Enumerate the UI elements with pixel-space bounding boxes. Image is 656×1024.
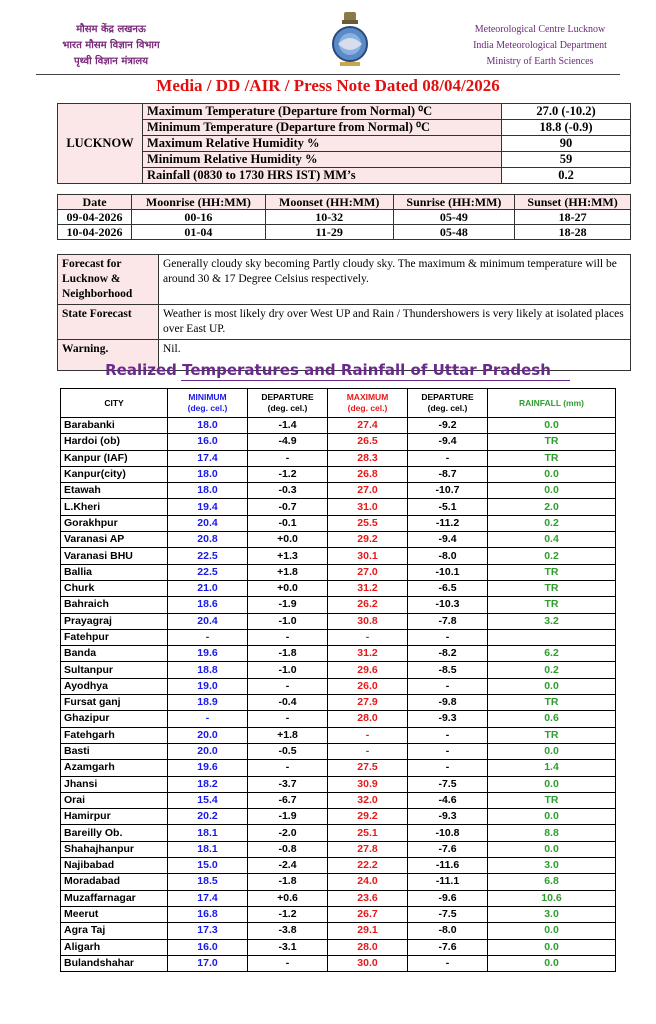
table-row	[61, 776, 616, 792]
cell-max: 25.5	[328, 515, 408, 531]
cell-rainfall: 2.0	[488, 499, 616, 515]
cell-max: 29.1	[328, 923, 408, 939]
table-row	[61, 695, 616, 711]
table-row	[61, 906, 616, 922]
cell-max: 31.2	[328, 580, 408, 596]
astro-cell: 18-28	[515, 225, 631, 240]
astro-cell: 18-27	[515, 210, 631, 225]
header-hindi-line-3: पृथ्वी विज्ञान मंत्रालय	[73, 56, 149, 67]
astro-header: Moonrise (HH:MM)	[132, 195, 266, 210]
cell-rainfall: 1.4	[488, 760, 616, 776]
cell-max: 28.0	[328, 711, 408, 727]
lucknow-table	[57, 103, 631, 184]
table-row	[61, 890, 616, 906]
lucknow-row-label: Rainfall (0830 to 1730 HRS IST) MM’s	[143, 168, 502, 184]
cell-dep-min: -1.9	[248, 597, 328, 613]
cell-rainfall: 0.2	[488, 515, 616, 531]
table-row	[61, 923, 616, 939]
cell-dep-max: -7.6	[408, 841, 488, 857]
imd-emblem-icon	[330, 10, 370, 68]
state-forecast-label: State Forecast	[58, 305, 159, 340]
cell-dep-max: -6.5	[408, 580, 488, 596]
cell-min: 21.0	[168, 580, 248, 596]
cell-min: 18.0	[168, 466, 248, 482]
cell-min: 22.5	[168, 548, 248, 564]
forecast-table	[57, 254, 631, 371]
cell-max: 32.0	[328, 792, 408, 808]
cell-dep-min: -0.4	[248, 695, 328, 711]
lucknow-city-label: LUCKNOW	[58, 104, 143, 184]
header-hindi-line-2: भारत मौसम विज्ञान विभाग	[62, 40, 160, 51]
cell-dep-max: -9.2	[408, 418, 488, 434]
cell-max: -	[328, 743, 408, 759]
col-header-city: CITY	[61, 389, 168, 418]
cell-max: 26.7	[328, 906, 408, 922]
cell-city: Orai	[61, 792, 168, 808]
cell-rainfall: TR	[488, 727, 616, 743]
cell-rainfall: 6.2	[488, 646, 616, 662]
cell-dep-min: +0.6	[248, 890, 328, 906]
cell-city: Etawah	[61, 483, 168, 499]
cell-max: 25.1	[328, 825, 408, 841]
lucknow-row-label: Minimum Relative Humidity %	[143, 152, 502, 168]
astro-cell: 10-32	[265, 210, 393, 225]
table-row	[61, 466, 616, 482]
cell-dep-max: -8.0	[408, 923, 488, 939]
cell-dep-min: -1.4	[248, 418, 328, 434]
astro-row	[58, 210, 631, 225]
cell-city: Prayagraj	[61, 613, 168, 629]
cell-city: Varanasi AP	[61, 532, 168, 548]
astro-cell: 01-04	[132, 225, 266, 240]
cell-min: 17.0	[168, 955, 248, 971]
table-row	[61, 564, 616, 580]
cell-city: Fursat ganj	[61, 695, 168, 711]
cell-min: 18.1	[168, 825, 248, 841]
astro-row	[58, 225, 631, 240]
cell-city: Fatehpur	[61, 629, 168, 645]
cell-dep-max: -10.1	[408, 564, 488, 580]
cell-city: Varanasi BHU	[61, 548, 168, 564]
cell-max: 29.2	[328, 532, 408, 548]
table-row	[61, 874, 616, 890]
astro-cell: 00-16	[132, 210, 266, 225]
lucknow-row-label: Minimum Temperature (Departure from Normal) ⁰C	[143, 120, 502, 136]
cell-dep-max: -8.0	[408, 548, 488, 564]
cell-dep-min: -6.7	[248, 792, 328, 808]
cell-rainfall: 6.8	[488, 874, 616, 890]
cell-dep-min: -2.4	[248, 858, 328, 874]
local-forecast-label: Forecast for Lucknow & Neighborhood	[58, 255, 159, 305]
cell-city: Shahajhanpur	[61, 841, 168, 857]
cell-dep-min: -3.1	[248, 939, 328, 955]
cell-dep-max: -	[408, 629, 488, 645]
cell-rainfall: 0.0	[488, 743, 616, 759]
cell-dep-min: -1.9	[248, 809, 328, 825]
cell-rainfall: 0.0	[488, 809, 616, 825]
cell-rainfall: 8.8	[488, 825, 616, 841]
cell-dep-max: -9.3	[408, 809, 488, 825]
cell-dep-min: -0.5	[248, 743, 328, 759]
cell-min: 17.3	[168, 923, 248, 939]
cell-dep-max: -	[408, 727, 488, 743]
table-row	[61, 548, 616, 564]
cell-max: 30.9	[328, 776, 408, 792]
cell-min: 18.0	[168, 418, 248, 434]
cell-dep-max: -4.6	[408, 792, 488, 808]
cell-max: 31.2	[328, 646, 408, 662]
realized-body	[61, 418, 616, 972]
cell-dep-min: -1.2	[248, 466, 328, 482]
cell-dep-min: -0.7	[248, 499, 328, 515]
astro-cell: 05-49	[393, 210, 514, 225]
cell-dep-min: -	[248, 760, 328, 776]
cell-dep-max: -7.5	[408, 776, 488, 792]
cell-min: 18.1	[168, 841, 248, 857]
cell-rainfall: TR	[488, 434, 616, 450]
table-row	[61, 613, 616, 629]
table-row	[61, 483, 616, 499]
cell-dep-max: -	[408, 450, 488, 466]
cell-city: Ballia	[61, 564, 168, 580]
table-row	[61, 450, 616, 466]
cell-min: 22.5	[168, 564, 248, 580]
table-row	[61, 499, 616, 515]
cell-rainfall	[488, 629, 616, 645]
col-header-min: MINIMUM (deg. cel.)	[168, 389, 248, 418]
header-english-line-1: Meteorological Centre Lucknow	[474, 24, 606, 35]
cell-dep-min: -	[248, 711, 328, 727]
table-row	[61, 858, 616, 874]
cell-dep-min: +0.0	[248, 532, 328, 548]
cell-max: 27.9	[328, 695, 408, 711]
cell-min: 20.4	[168, 515, 248, 531]
cell-max: 27.0	[328, 483, 408, 499]
header-divider	[36, 74, 620, 75]
cell-rainfall: 0.0	[488, 483, 616, 499]
cell-rainfall: TR	[488, 792, 616, 808]
cell-city: Basti	[61, 743, 168, 759]
cell-dep-max: -7.5	[408, 906, 488, 922]
cell-rainfall: TR	[488, 450, 616, 466]
cell-dep-min: -2.0	[248, 825, 328, 841]
cell-dep-min: -	[248, 629, 328, 645]
table-row	[61, 532, 616, 548]
cell-city: Bahraich	[61, 597, 168, 613]
cell-city: Bulandshahar	[61, 955, 168, 971]
cell-max: 24.0	[328, 874, 408, 890]
cell-max: 30.0	[328, 955, 408, 971]
cell-max: 26.8	[328, 466, 408, 482]
table-row	[61, 955, 616, 971]
cell-min: 19.0	[168, 678, 248, 694]
cell-rainfall: TR	[488, 695, 616, 711]
cell-dep-min: -1.2	[248, 906, 328, 922]
realized-title-underline	[181, 380, 570, 381]
cell-min: 15.4	[168, 792, 248, 808]
cell-rainfall: 3.0	[488, 906, 616, 922]
cell-dep-max: -5.1	[408, 499, 488, 515]
cell-min: 20.0	[168, 743, 248, 759]
header-english	[460, 22, 620, 70]
cell-max: -	[328, 727, 408, 743]
lucknow-row-value: 27.0 (-10.2)	[502, 104, 631, 120]
warning-label: Warning.	[58, 340, 159, 371]
cell-dep-min: -1.8	[248, 874, 328, 890]
table-row	[61, 662, 616, 678]
astro-cell: 11-29	[265, 225, 393, 240]
cell-rainfall: TR	[488, 597, 616, 613]
cell-dep-max: -9.6	[408, 890, 488, 906]
table-row	[61, 760, 616, 776]
header-english-line-2: India Meteorological Department	[473, 40, 607, 51]
cell-city: Kanpur(city)	[61, 466, 168, 482]
local-forecast-text: Generally cloudy sky becoming Partly cloudy sky. The maximum & minimum temperature will be around 30 & 17 Degree Celsius respectively.	[159, 255, 631, 305]
cell-rainfall: 0.0	[488, 939, 616, 955]
cell-dep-max: -	[408, 743, 488, 759]
table-row	[61, 629, 616, 645]
cell-max: 29.2	[328, 809, 408, 825]
cell-dep-min: -1.0	[248, 613, 328, 629]
col-header-rain: RAINFALL (mm)	[488, 389, 616, 418]
cell-city: L.Kheri	[61, 499, 168, 515]
cell-city: Agra Taj	[61, 923, 168, 939]
cell-min: 18.6	[168, 597, 248, 613]
table-row	[61, 743, 616, 759]
cell-dep-max: -8.2	[408, 646, 488, 662]
table-row	[61, 727, 616, 743]
cell-dep-min: -3.7	[248, 776, 328, 792]
cell-max: 26.5	[328, 434, 408, 450]
cell-min: 19.6	[168, 760, 248, 776]
cell-rainfall: 0.0	[488, 418, 616, 434]
lucknow-row-label: Maximum Temperature (Departure from Normal) ⁰C	[143, 104, 502, 120]
cell-dep-max: -9.4	[408, 532, 488, 548]
table-row	[61, 825, 616, 841]
table-row	[61, 646, 616, 662]
astro-cell: 10-04-2026	[58, 225, 132, 240]
cell-dep-min: -3.8	[248, 923, 328, 939]
cell-min: 17.4	[168, 890, 248, 906]
table-row	[61, 792, 616, 808]
cell-max: -	[328, 629, 408, 645]
cell-dep-max: -11.6	[408, 858, 488, 874]
cell-max: 30.8	[328, 613, 408, 629]
cell-city: Bareilly Ob.	[61, 825, 168, 841]
cell-city: Churk	[61, 580, 168, 596]
cell-dep-min: -1.0	[248, 662, 328, 678]
cell-min: 16.0	[168, 939, 248, 955]
cell-rainfall: 0.0	[488, 923, 616, 939]
cell-dep-max: -	[408, 760, 488, 776]
cell-min: 18.5	[168, 874, 248, 890]
cell-max: 23.6	[328, 890, 408, 906]
table-row	[61, 515, 616, 531]
col-header-max: MAXIMUM (deg. cel.)	[328, 389, 408, 418]
cell-dep-min: +1.3	[248, 548, 328, 564]
cell-dep-min: -	[248, 450, 328, 466]
cell-dep-max: -11.2	[408, 515, 488, 531]
cell-min: 15.0	[168, 858, 248, 874]
cell-rainfall: 0.0	[488, 466, 616, 482]
cell-max: 26.2	[328, 597, 408, 613]
cell-max: 22.2	[328, 858, 408, 874]
cell-city: Najibabad	[61, 858, 168, 874]
lucknow-row-value: 59	[502, 152, 631, 168]
cell-city: Moradabad	[61, 874, 168, 890]
cell-city: Jhansi	[61, 776, 168, 792]
cell-min: 20.0	[168, 727, 248, 743]
cell-city: Azamgarh	[61, 760, 168, 776]
cell-dep-min: +1.8	[248, 727, 328, 743]
cell-rainfall: 0.2	[488, 662, 616, 678]
header-hindi	[36, 22, 186, 70]
astro-cell: 05-48	[393, 225, 514, 240]
table-row	[61, 939, 616, 955]
cell-max: 27.5	[328, 760, 408, 776]
cell-city: Fatehgarh	[61, 727, 168, 743]
cell-dep-max: -10.3	[408, 597, 488, 613]
cell-min: 18.2	[168, 776, 248, 792]
table-row	[61, 809, 616, 825]
state-forecast-text: Weather is most likely dry over West UP and Rain / Thundershowers is very likely at isolated places over East UP.	[159, 305, 631, 340]
astro-header: Sunset (HH:MM)	[515, 195, 631, 210]
cell-city: Sultanpur	[61, 662, 168, 678]
cell-rainfall: 3.2	[488, 613, 616, 629]
cell-city: Ghazipur	[61, 711, 168, 727]
cell-min: 18.0	[168, 483, 248, 499]
cell-dep-min: -0.1	[248, 515, 328, 531]
table-row	[61, 678, 616, 694]
cell-rainfall: 0.0	[488, 955, 616, 971]
cell-rainfall: 10.6	[488, 890, 616, 906]
cell-rainfall: 0.0	[488, 776, 616, 792]
cell-city: Hamirpur	[61, 809, 168, 825]
cell-dep-min: -0.3	[248, 483, 328, 499]
cell-rainfall: 0.0	[488, 678, 616, 694]
cell-dep-min: -1.8	[248, 646, 328, 662]
cell-max: 26.0	[328, 678, 408, 694]
cell-city: Kanpur (IAF)	[61, 450, 168, 466]
cell-max: 31.0	[328, 499, 408, 515]
header-english-line-3: Ministry of Earth Sciences	[486, 56, 594, 67]
cell-rainfall: 0.2	[488, 548, 616, 564]
cell-max: 28.0	[328, 939, 408, 955]
cell-min: 20.8	[168, 532, 248, 548]
cell-max: 27.8	[328, 841, 408, 857]
cell-dep-max: -10.7	[408, 483, 488, 499]
cell-max: 29.6	[328, 662, 408, 678]
cell-dep-max: -9.3	[408, 711, 488, 727]
cell-max: 27.0	[328, 564, 408, 580]
cell-dep-max: -7.8	[408, 613, 488, 629]
cell-min: 16.0	[168, 434, 248, 450]
lucknow-row-value: 90	[502, 136, 631, 152]
cell-rainfall: 3.0	[488, 858, 616, 874]
warning-text: Nil.	[159, 340, 631, 371]
cell-dep-max: -	[408, 955, 488, 971]
cell-dep-min: -4.9	[248, 434, 328, 450]
cell-dep-max: -9.8	[408, 695, 488, 711]
cell-rainfall: 0.6	[488, 711, 616, 727]
col-header-dep2: DEPARTURE (deg. cel.)	[408, 389, 488, 418]
table-row	[61, 841, 616, 857]
cell-min: 18.9	[168, 695, 248, 711]
cell-city: Aligarh	[61, 939, 168, 955]
table-row	[61, 580, 616, 596]
col-header-dep1: DEPARTURE (deg. cel.)	[248, 389, 328, 418]
cell-dep-min: +1.8	[248, 564, 328, 580]
cell-min: 20.4	[168, 613, 248, 629]
cell-max: 28.3	[328, 450, 408, 466]
cell-max: 30.1	[328, 548, 408, 564]
cell-rainfall: 0.4	[488, 532, 616, 548]
astro-header: Moonset (HH:MM)	[265, 195, 393, 210]
page-title: Media / DD /AIR / Press Note Dated 08/04/2026	[156, 76, 500, 95]
cell-rainfall: 0.0	[488, 841, 616, 857]
cell-rainfall: TR	[488, 564, 616, 580]
cell-city: Meerut	[61, 906, 168, 922]
lucknow-row-value: 0.2	[502, 168, 631, 184]
cell-dep-min: -	[248, 678, 328, 694]
cell-min: 17.4	[168, 450, 248, 466]
cell-dep-max: -	[408, 678, 488, 694]
astro-cell: 09-04-2026	[58, 210, 132, 225]
cell-city: Ayodhya	[61, 678, 168, 694]
cell-min: 19.4	[168, 499, 248, 515]
lucknow-row-value: 18.8 (-0.9)	[502, 120, 631, 136]
cell-rainfall: TR	[488, 580, 616, 596]
cell-dep-min: +0.0	[248, 580, 328, 596]
cell-min: 19.6	[168, 646, 248, 662]
astro-table	[57, 194, 631, 240]
cell-city: Gorakhpur	[61, 515, 168, 531]
cell-dep-max: -9.4	[408, 434, 488, 450]
cell-city: Banda	[61, 646, 168, 662]
cell-dep-max: -8.7	[408, 466, 488, 482]
cell-dep-max: -11.1	[408, 874, 488, 890]
cell-city: Muzaffarnagar	[61, 890, 168, 906]
cell-max: 27.4	[328, 418, 408, 434]
table-row	[61, 418, 616, 434]
table-row	[61, 711, 616, 727]
cell-min: -	[168, 629, 248, 645]
cell-city: Hardoi (ob)	[61, 434, 168, 450]
cell-min: 18.8	[168, 662, 248, 678]
astro-header: Date	[58, 195, 132, 210]
cell-dep-max: -10.8	[408, 825, 488, 841]
cell-dep-max: -7.6	[408, 939, 488, 955]
header-hindi-line-1: मौसम केंद्र लखनऊ	[76, 24, 146, 35]
cell-min: -	[168, 711, 248, 727]
cell-dep-min: -	[248, 955, 328, 971]
table-row	[61, 597, 616, 613]
realized-title: Realized Temperatures and Rainfall of Uttar Pradesh	[105, 361, 551, 379]
realized-table	[60, 388, 616, 972]
lucknow-row-label: Maximum Relative Humidity %	[143, 136, 502, 152]
cell-city: Barabanki	[61, 418, 168, 434]
astro-header: Sunrise (HH:MM)	[393, 195, 514, 210]
cell-dep-max: -8.5	[408, 662, 488, 678]
table-row	[61, 434, 616, 450]
cell-min: 20.2	[168, 809, 248, 825]
cell-min: 16.8	[168, 906, 248, 922]
cell-dep-min: -0.8	[248, 841, 328, 857]
